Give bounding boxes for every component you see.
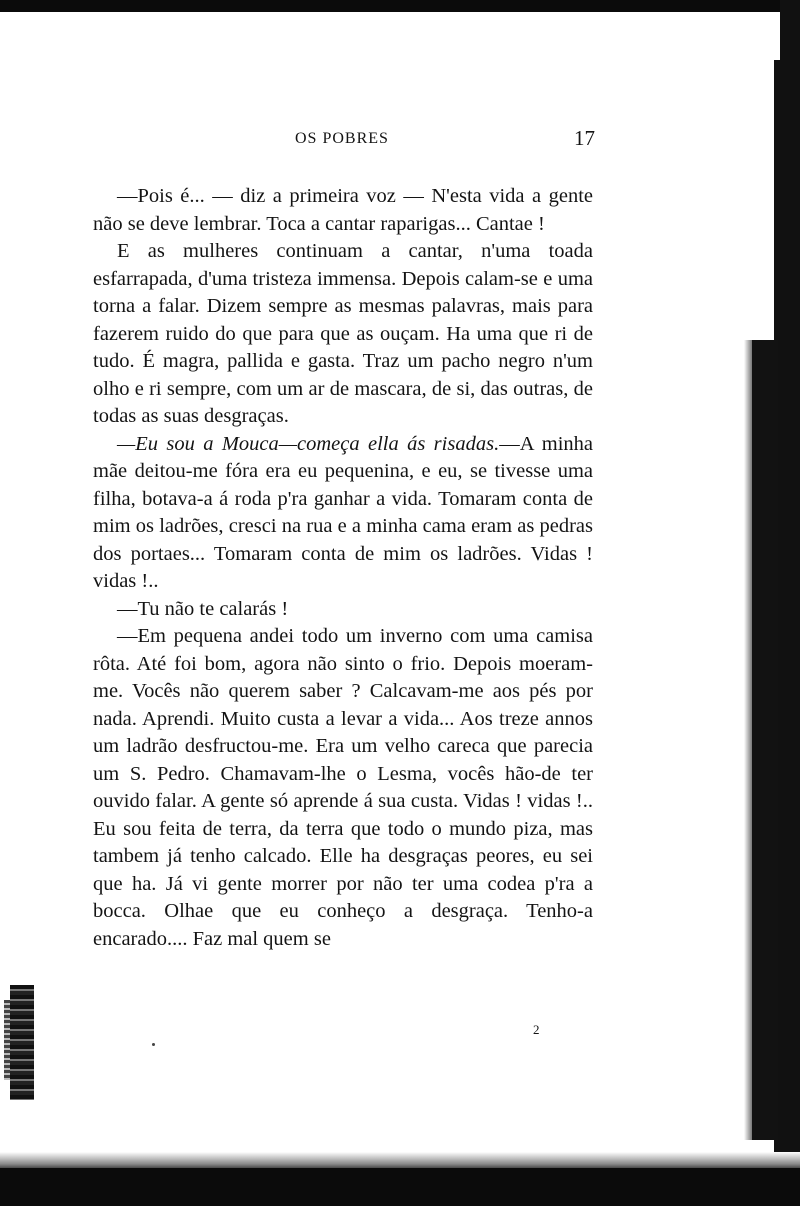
page-number: 17 (574, 126, 595, 150)
running-head: OS POBRES (295, 130, 389, 147)
paragraph: —Tu não te calarás ! (117, 597, 289, 620)
scan-border-bottom (0, 1168, 800, 1206)
gutter-edge (752, 340, 778, 1140)
print-speck (152, 1043, 155, 1046)
signature-mark: 2 (533, 1022, 540, 1037)
italic-phrase: —Eu sou a Mouca—começa ella ás risadas. (117, 432, 500, 455)
paragraph-text: —A minha mãe deitou-me fóra era eu pequenina, e eu, se tivesse uma filha, botava-a á roda p'ra ganhar a vida. Tomaram conta de mim os ladrões, cresci na rua e a minha cama eram as pedras dos portaes... Tomaram conta de mim os ladrões. Vidas ! vidas !.. (93, 432, 593, 592)
scan-border-top (0, 0, 800, 12)
paragraph: —Pois é... — diz a primeira voz — N'esta vida a gente não se deve lembrar. Toca a cantar raparigas... Cantae ! (93, 185, 593, 235)
paragraph: E as mulheres continuam a cantar, n'uma toada esfarrapada, d'uma tristeza immensa. Depois calam-se e uma torna a falar. Dizem sempre as mesmas palavras, mais para fazerem ruido do que para que as ouçam. Ha uma que ri de tudo. É magra, pallida e gasta. Traz um pacho negro n'um olho e ri sempre, com um ar de mascara, de si, das outras, de todas as suas desgraças. (93, 240, 593, 427)
page-body (93, 183, 593, 953)
paragraph: —Em pequena andei todo um inverno com uma camisa rôta. Até foi bom, agora não sinto o frio. Depois moeram-me. Vocês não querem saber ? Calcavam-me aos pés por nada. Aprendi. Muito custa a levar a vida... Aos treze annos um ladrão desfructou-me. Era um velho careca que parecia um S. Pedro. Chamavam-lhe o Lesma, vocês hão-de ter ouvido falar. A gente só aprende á sua custa. Vidas ! vidas !.. Eu sou feita de terra, da terra que todo o mundo piza, mas tambem já tenho calcado. Elle ha desgraças peores, eu sei que ha. Já vi gente morrer por não ter uma codea p'ra a bocca. Olhae que eu conheço a desgraça. Tenho-a encarado.... Faz mal quem se (93, 625, 593, 950)
scan-smudge (10, 985, 34, 1100)
page-header (90, 126, 595, 156)
paragraph (93, 431, 593, 596)
